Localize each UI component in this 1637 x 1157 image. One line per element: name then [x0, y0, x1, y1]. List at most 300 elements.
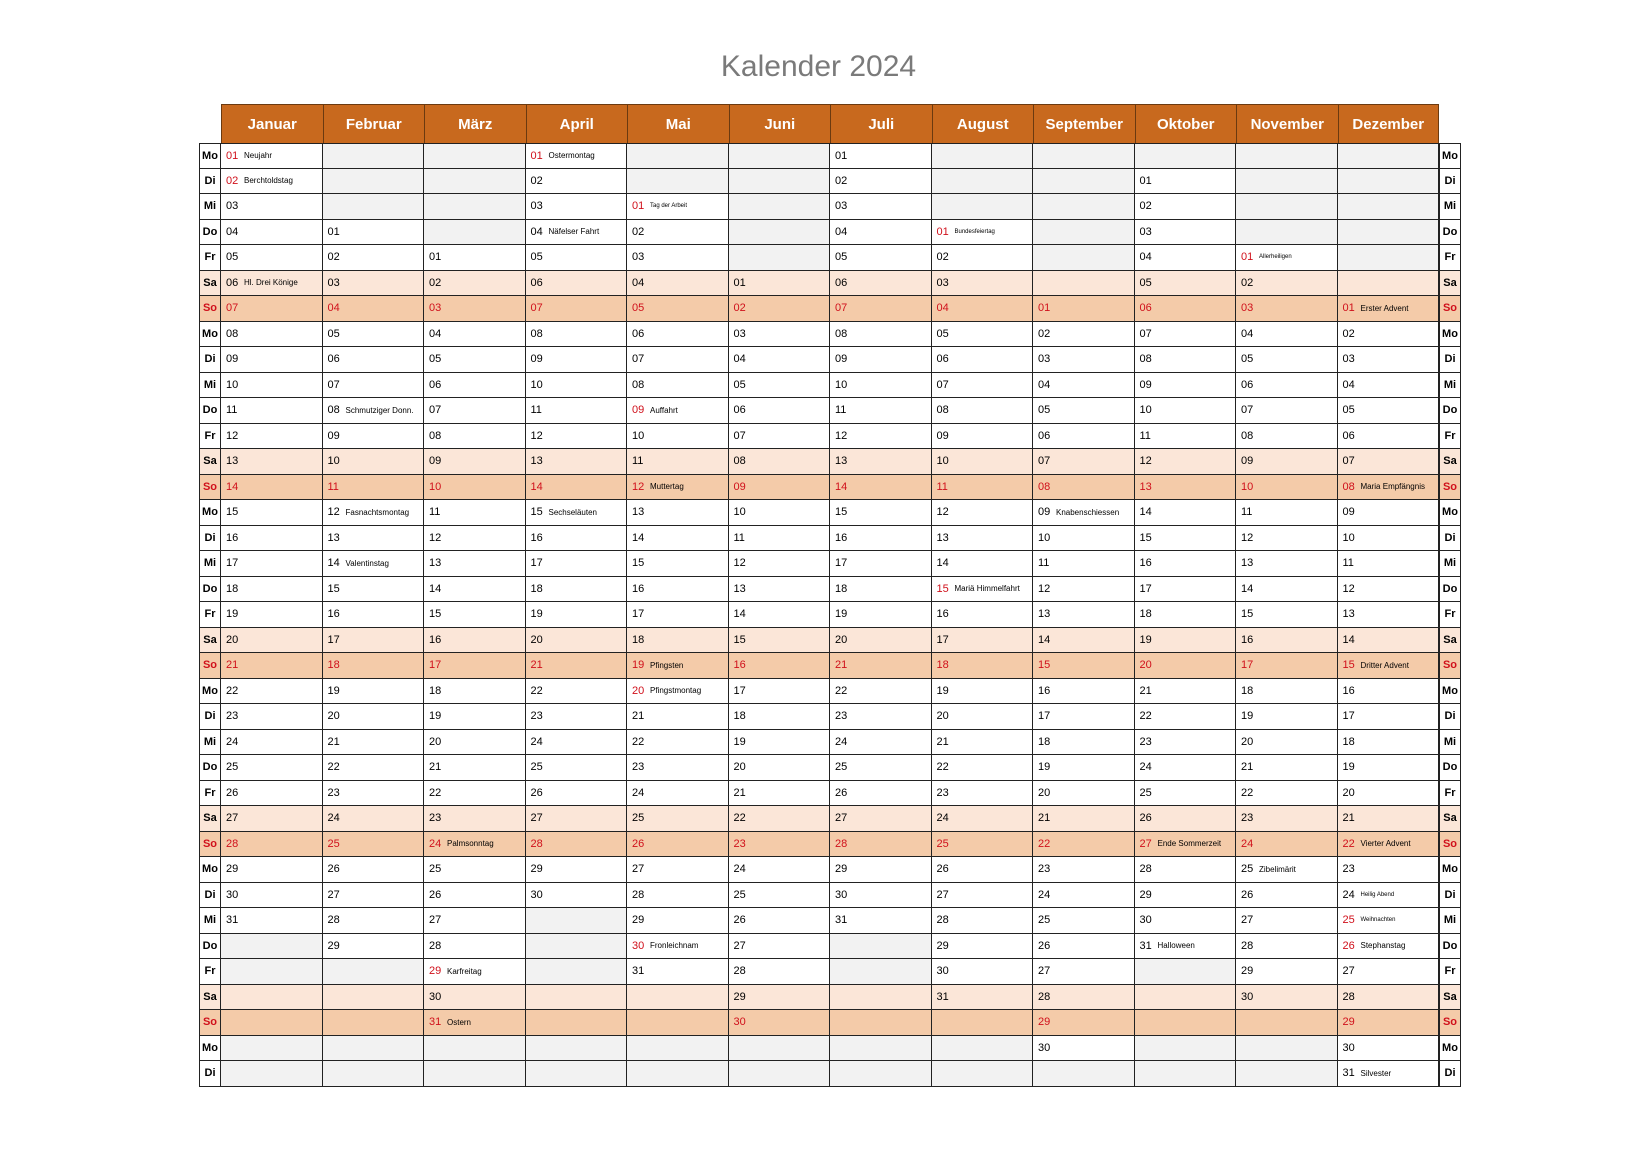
day-number: 01 — [530, 149, 543, 162]
day-cell — [526, 628, 628, 654]
day-cell — [729, 832, 831, 858]
empty-cell — [1338, 194, 1440, 220]
day-cell — [1236, 704, 1338, 730]
day-number: 12 — [327, 506, 340, 519]
day-cell — [526, 679, 628, 705]
day-number: 13 — [936, 531, 949, 544]
day-number: 22 — [1139, 710, 1152, 723]
day-number: 29 — [1038, 1016, 1051, 1029]
empty-cell — [932, 169, 1034, 195]
day-cell — [729, 883, 831, 909]
day-number: 22 — [429, 786, 442, 799]
empty-cell — [1135, 1010, 1237, 1036]
day-cell — [1236, 883, 1338, 909]
day-number: 12 — [733, 557, 746, 570]
day-number: 13 — [733, 582, 746, 595]
day-cell — [221, 730, 323, 756]
day-cell — [1135, 551, 1237, 577]
day-number: 18 — [1139, 608, 1152, 621]
day-cell — [1135, 628, 1237, 654]
day-number: 03 — [733, 327, 746, 340]
day-cell — [221, 245, 323, 271]
day-cell — [1236, 424, 1338, 450]
day-cell — [627, 908, 729, 934]
day-cell — [1135, 526, 1237, 552]
empty-cell — [1135, 143, 1237, 169]
day-number: 23 — [1342, 863, 1355, 876]
day-cell — [627, 679, 729, 705]
weekday-right-21: So — [1439, 653, 1461, 679]
day-number: 19 — [936, 684, 949, 697]
weekday-left-24: Mi — [199, 730, 221, 756]
day-cell — [1338, 1010, 1440, 1036]
day-cell — [1033, 577, 1135, 603]
day-number: 14 — [1038, 633, 1051, 646]
day-number: 14 — [632, 531, 645, 544]
day-cell — [1033, 424, 1135, 450]
empty-cell — [932, 1010, 1034, 1036]
empty-cell — [627, 143, 729, 169]
day-number: 10 — [733, 506, 746, 519]
day-number: 18 — [632, 633, 645, 646]
day-number: 20 — [1139, 659, 1152, 672]
day-number: 02 — [530, 174, 543, 187]
day-cell — [221, 143, 323, 169]
holiday-label: Dritter Advent — [1360, 660, 1409, 670]
empty-cell — [932, 1036, 1034, 1062]
day-cell — [323, 857, 425, 883]
day-cell — [1135, 424, 1237, 450]
weekday-left-27: Sa — [199, 806, 221, 832]
day-cell — [526, 577, 628, 603]
day-cell — [1033, 1036, 1135, 1062]
day-number: 19 — [1342, 761, 1355, 774]
day-cell — [1033, 449, 1135, 475]
day-cell — [526, 755, 628, 781]
day-cell — [1338, 500, 1440, 526]
day-cell — [932, 781, 1034, 807]
day-cell — [424, 1010, 526, 1036]
day-cell — [729, 934, 831, 960]
day-cell — [729, 908, 831, 934]
day-cell — [627, 424, 729, 450]
day-number: 18 — [936, 659, 949, 672]
day-number: 06 — [530, 276, 543, 289]
day-cell — [729, 271, 831, 297]
day-cell — [627, 322, 729, 348]
day-number: 31 — [1342, 1067, 1355, 1080]
day-number: 02 — [429, 276, 442, 289]
day-number: 10 — [226, 378, 239, 391]
day-number: 25 — [327, 837, 340, 850]
day-number: 08 — [1342, 480, 1355, 493]
day-number: 07 — [1342, 455, 1355, 468]
day-cell — [424, 704, 526, 730]
day-number: 21 — [429, 761, 442, 774]
empty-cell — [1338, 271, 1440, 297]
day-cell — [221, 475, 323, 501]
day-cell — [323, 704, 425, 730]
day-cell — [729, 296, 831, 322]
day-number: 24 — [327, 812, 340, 825]
day-cell — [1033, 959, 1135, 985]
day-cell — [1033, 373, 1135, 399]
day-cell — [323, 730, 425, 756]
day-number: 11 — [429, 506, 441, 519]
day-cell — [729, 704, 831, 730]
day-number: 14 — [1342, 633, 1355, 646]
empty-cell — [1236, 169, 1338, 195]
day-cell — [830, 143, 932, 169]
day-cell — [526, 424, 628, 450]
day-number: 09 — [1038, 506, 1051, 519]
day-number: 15 — [1038, 659, 1051, 672]
day-number: 24 — [226, 735, 239, 748]
day-cell — [221, 449, 323, 475]
day-cell — [627, 755, 729, 781]
day-cell — [729, 373, 831, 399]
day-cell — [221, 271, 323, 297]
day-number: 26 — [835, 786, 848, 799]
weekday-right-28: So — [1439, 832, 1461, 858]
day-cell — [323, 653, 425, 679]
day-cell — [1033, 883, 1135, 909]
day-cell — [1338, 551, 1440, 577]
day-number: 11 — [327, 480, 339, 493]
day-number: 04 — [1342, 378, 1355, 391]
empty-cell — [526, 934, 628, 960]
day-number: 03 — [530, 200, 543, 213]
day-cell — [424, 959, 526, 985]
holiday-label: Pfingsten — [650, 660, 684, 670]
day-number: 10 — [429, 480, 442, 493]
day-number: 21 — [327, 735, 340, 748]
day-cell — [424, 679, 526, 705]
day-cell — [526, 271, 628, 297]
day-number: 28 — [1139, 863, 1152, 876]
day-cell — [1135, 755, 1237, 781]
day-cell — [526, 653, 628, 679]
day-number: 05 — [835, 251, 848, 264]
empty-cell — [932, 143, 1034, 169]
day-cell — [526, 602, 628, 628]
weekday-right-36: Mo — [1439, 1036, 1461, 1062]
day-cell — [1236, 475, 1338, 501]
day-cell — [627, 475, 729, 501]
day-number: 27 — [327, 888, 340, 901]
day-cell — [1338, 1036, 1440, 1062]
holiday-label: Pfingstmontag — [650, 686, 702, 696]
day-cell — [323, 679, 425, 705]
day-cell — [323, 220, 425, 246]
day-cell — [323, 577, 425, 603]
weekday-left-3: Mi — [199, 194, 221, 220]
day-cell — [932, 220, 1034, 246]
day-cell — [830, 373, 932, 399]
day-cell — [932, 577, 1034, 603]
empty-cell — [424, 194, 526, 220]
day-cell — [1236, 755, 1338, 781]
day-number: 29 — [1139, 888, 1152, 901]
day-number: 25 — [1139, 786, 1152, 799]
day-number: 10 — [835, 378, 848, 391]
day-cell — [1033, 296, 1135, 322]
day-number: 23 — [429, 812, 442, 825]
day-number: 04 — [936, 302, 949, 315]
day-number: 22 — [1241, 786, 1254, 799]
day-cell — [221, 526, 323, 552]
day-number: 05 — [530, 251, 543, 264]
day-number: 13 — [327, 531, 340, 544]
day-number: 06 — [936, 353, 949, 366]
day-number: 15 — [1342, 659, 1355, 672]
weekday-right-4: Do — [1439, 220, 1461, 246]
day-cell — [1135, 398, 1237, 424]
day-number: 04 — [733, 353, 746, 366]
day-cell — [424, 347, 526, 373]
day-number: 27 — [936, 888, 949, 901]
day-number: 18 — [327, 659, 340, 672]
day-number: 15 — [226, 506, 239, 519]
day-number: 23 — [936, 786, 949, 799]
day-cell — [627, 449, 729, 475]
weekday-right-3: Mi — [1439, 194, 1461, 220]
day-cell — [1033, 628, 1135, 654]
day-number: 18 — [530, 582, 543, 595]
weekday-right-35: So — [1439, 1010, 1461, 1036]
day-cell — [1236, 857, 1338, 883]
day-number: 17 — [632, 608, 645, 621]
day-cell — [729, 602, 831, 628]
empty-cell — [729, 1036, 831, 1062]
day-number: 01 — [226, 149, 239, 162]
day-cell — [830, 806, 932, 832]
holiday-label: Berchtoldstag — [244, 176, 293, 186]
month-header-oktober: Oktober — [1135, 104, 1237, 143]
month-header-august: August — [932, 104, 1034, 143]
day-number: 13 — [1342, 608, 1355, 621]
empty-cell — [1033, 1061, 1135, 1087]
day-number: 29 — [733, 990, 746, 1003]
day-number: 26 — [226, 786, 239, 799]
day-cell — [627, 653, 729, 679]
day-number: 04 — [327, 302, 340, 315]
empty-cell — [1033, 220, 1135, 246]
day-cell — [424, 296, 526, 322]
day-number: 12 — [835, 429, 848, 442]
day-cell — [1135, 296, 1237, 322]
weekday-left-4: Do — [199, 220, 221, 246]
day-cell — [1338, 781, 1440, 807]
day-cell — [1338, 679, 1440, 705]
day-cell — [323, 628, 425, 654]
day-number: 10 — [632, 429, 645, 442]
day-number: 26 — [1241, 888, 1254, 901]
day-number: 24 — [936, 812, 949, 825]
day-cell — [526, 220, 628, 246]
day-cell — [424, 883, 526, 909]
weekday-right-2: Di — [1439, 169, 1461, 195]
day-number: 12 — [1241, 531, 1254, 544]
day-cell — [627, 704, 729, 730]
empty-cell — [221, 934, 323, 960]
day-cell — [932, 475, 1034, 501]
day-cell — [729, 449, 831, 475]
day-cell — [729, 526, 831, 552]
day-cell — [627, 220, 729, 246]
day-number: 05 — [429, 353, 442, 366]
empty-cell — [932, 194, 1034, 220]
weekday-right-13: Sa — [1439, 449, 1461, 475]
holiday-label: Heilig Abend — [1360, 891, 1395, 898]
day-cell — [424, 781, 526, 807]
empty-cell — [1135, 985, 1237, 1011]
day-cell — [1338, 602, 1440, 628]
day-number: 27 — [1342, 965, 1355, 978]
day-number: 16 — [936, 608, 949, 621]
day-number: 25 — [226, 761, 239, 774]
empty-cell — [729, 169, 831, 195]
day-number: 20 — [226, 633, 239, 646]
day-cell — [1236, 577, 1338, 603]
empty-cell — [526, 985, 628, 1011]
day-cell — [1033, 857, 1135, 883]
day-number: 24 — [632, 786, 645, 799]
day-number: 15 — [632, 557, 645, 570]
day-number: 10 — [936, 455, 949, 468]
weekday-left-8: Mo — [199, 322, 221, 348]
day-number: 23 — [1139, 735, 1152, 748]
day-number: 02 — [327, 251, 340, 264]
day-number: 06 — [1241, 378, 1254, 391]
day-cell — [221, 653, 323, 679]
day-cell — [830, 832, 932, 858]
empty-cell — [424, 1036, 526, 1062]
empty-cell — [323, 169, 425, 195]
day-number: 03 — [1139, 225, 1152, 238]
day-number: 22 — [835, 684, 848, 697]
day-number: 07 — [530, 302, 543, 315]
day-cell — [1033, 322, 1135, 348]
day-cell — [526, 704, 628, 730]
day-number: 15 — [936, 582, 949, 595]
day-cell — [526, 322, 628, 348]
day-cell — [323, 755, 425, 781]
day-cell — [323, 271, 425, 297]
day-number: 21 — [1038, 812, 1051, 825]
day-number: 22 — [1342, 837, 1355, 850]
day-number: 31 — [632, 965, 645, 978]
holiday-label: Ostern — [447, 1017, 472, 1027]
weekday-left-30: Di — [199, 883, 221, 909]
day-number: 14 — [226, 480, 239, 493]
day-cell — [424, 755, 526, 781]
day-cell — [526, 398, 628, 424]
day-number: 18 — [1038, 735, 1051, 748]
day-cell — [1033, 526, 1135, 552]
day-number: 14 — [835, 480, 848, 493]
day-cell — [932, 271, 1034, 297]
day-cell — [323, 526, 425, 552]
day-number: 21 — [226, 659, 239, 672]
day-cell — [1135, 347, 1237, 373]
day-number: 02 — [835, 174, 848, 187]
day-cell — [221, 322, 323, 348]
day-cell — [526, 449, 628, 475]
day-cell — [1338, 653, 1440, 679]
day-cell — [729, 959, 831, 985]
day-number: 26 — [632, 837, 645, 850]
weekday-right-29: Mo — [1439, 857, 1461, 883]
day-number: 06 — [429, 378, 442, 391]
day-cell — [932, 347, 1034, 373]
weekday-right-26: Fr — [1439, 781, 1461, 807]
day-number: 05 — [1139, 276, 1152, 289]
day-number: 20 — [1038, 786, 1051, 799]
day-cell — [323, 806, 425, 832]
day-cell — [526, 194, 628, 220]
day-number: 07 — [733, 429, 746, 442]
day-number: 04 — [530, 225, 543, 238]
day-number: 07 — [226, 302, 239, 315]
empty-cell — [830, 985, 932, 1011]
empty-cell — [1033, 169, 1135, 195]
day-cell — [1236, 271, 1338, 297]
day-cell — [627, 934, 729, 960]
weekday-left-21: So — [199, 653, 221, 679]
empty-cell — [323, 194, 425, 220]
day-cell — [1236, 781, 1338, 807]
day-cell — [932, 653, 1034, 679]
day-cell — [424, 628, 526, 654]
holiday-label: Ende Sommerzeit — [1157, 839, 1222, 849]
day-number: 05 — [226, 251, 239, 264]
day-cell — [1135, 934, 1237, 960]
day-number: 18 — [429, 684, 442, 697]
day-cell — [221, 704, 323, 730]
day-cell — [627, 551, 729, 577]
day-cell — [526, 857, 628, 883]
day-number: 26 — [1038, 939, 1051, 952]
weekday-right-6: Sa — [1439, 271, 1461, 297]
day-number: 16 — [835, 531, 848, 544]
empty-cell — [221, 959, 323, 985]
day-cell — [221, 679, 323, 705]
holiday-label: Valentinstag — [345, 558, 389, 568]
day-number: 24 — [1038, 888, 1051, 901]
day-number: 08 — [1038, 480, 1051, 493]
day-number: 19 — [733, 735, 746, 748]
weekday-right-8: Mo — [1439, 322, 1461, 348]
day-number: 16 — [429, 633, 442, 646]
day-cell — [1236, 373, 1338, 399]
day-number: 08 — [530, 327, 543, 340]
day-cell — [932, 857, 1034, 883]
weekday-right-9: Di — [1439, 347, 1461, 373]
day-cell — [424, 653, 526, 679]
day-number: 28 — [327, 914, 340, 927]
empty-cell — [1236, 1010, 1338, 1036]
day-number: 05 — [1038, 404, 1051, 417]
empty-cell — [627, 1061, 729, 1087]
day-cell — [1338, 373, 1440, 399]
day-number: 01 — [632, 200, 645, 213]
day-number: 22 — [530, 684, 543, 697]
day-number: 11 — [1038, 557, 1050, 570]
day-number: 10 — [530, 378, 543, 391]
day-number: 08 — [327, 404, 340, 417]
day-cell — [1236, 347, 1338, 373]
